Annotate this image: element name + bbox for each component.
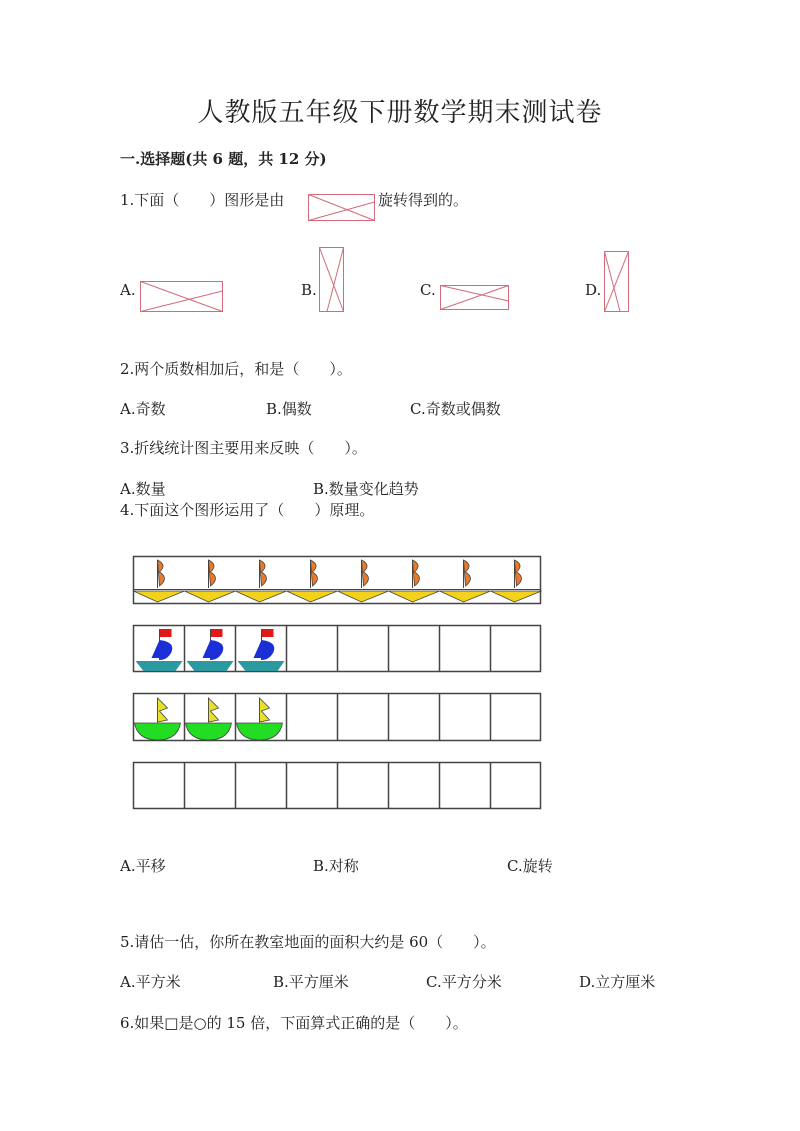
row-1-flags bbox=[134, 560, 542, 602]
green-boat-3 bbox=[237, 698, 283, 740]
question-3-stem: 3.折线统计图主要用来反映（ ）。 bbox=[120, 439, 367, 457]
flag-pennant-4 bbox=[287, 560, 338, 602]
question-5-option-c[interactable]: C.平方分米 bbox=[426, 973, 502, 991]
page-title: 人教版五年级下册数学期末测试卷 bbox=[197, 98, 603, 128]
flag-pennant-7 bbox=[440, 560, 491, 602]
question-3-option-b[interactable]: B.数量变化趋势 bbox=[313, 480, 419, 498]
flag-pennant-1 bbox=[134, 560, 185, 602]
question-1-option-b-figure[interactable] bbox=[319, 247, 345, 313]
green-boat-2 bbox=[186, 698, 232, 740]
question-5-option-a[interactable]: A.平方米 bbox=[120, 973, 181, 991]
row-2-blue-boats bbox=[136, 629, 285, 671]
blue-sail-boat-3 bbox=[238, 629, 285, 671]
question-2-option-b[interactable]: B.偶数 bbox=[266, 400, 312, 418]
row-3-green-boats bbox=[135, 698, 283, 740]
question-4-option-b[interactable]: B.对称 bbox=[313, 857, 359, 875]
question-1-stem-end: 旋转得到的。 bbox=[378, 191, 469, 209]
question-2-stem: 2.两个质数相加后，和是（ ）。 bbox=[120, 360, 352, 378]
question-1-option-b-label: B. bbox=[301, 281, 317, 299]
question-1-option-c-label: C. bbox=[420, 281, 436, 299]
flag-pennant-6 bbox=[389, 560, 440, 602]
question-2-option-c[interactable]: C.奇数或偶数 bbox=[410, 400, 501, 418]
question-1-reference-figure bbox=[308, 194, 376, 222]
question-1-stem-start: 1.下面（ ）图形是由 bbox=[120, 191, 285, 209]
question-1-option-a-figure[interactable] bbox=[140, 281, 224, 313]
flag-pennant-5 bbox=[338, 560, 389, 602]
flag-pennant-2 bbox=[185, 560, 236, 602]
question-6-stem: 6.如果□是○的 15 倍，下面算式正确的是（ ）。 bbox=[120, 1014, 468, 1032]
row-4-grid bbox=[134, 763, 541, 809]
question-1-option-c-figure[interactable] bbox=[440, 285, 510, 311]
section-heading: 一.选择题(共 6 题，共 12 分) bbox=[120, 150, 327, 168]
question-1-option-d-figure[interactable] bbox=[604, 251, 630, 313]
flag-pennant-3 bbox=[236, 560, 287, 602]
question-4-stem: 4.下面这个图形运用了（ ）原理。 bbox=[120, 501, 375, 519]
flag-pennant-8 bbox=[491, 560, 542, 602]
blue-sail-boat-2 bbox=[187, 629, 234, 671]
question-4-option-a[interactable]: A.平移 bbox=[120, 857, 166, 875]
question-5-option-d[interactable]: D.立方厘米 bbox=[579, 973, 656, 991]
question-2-option-a[interactable]: A.奇数 bbox=[120, 400, 166, 418]
question-4-pattern-figure bbox=[130, 555, 544, 811]
blue-sail-boat-1 bbox=[136, 629, 183, 671]
question-5-stem: 5.请估一估，你所在教室地面的面积大约是 60（ ）。 bbox=[120, 933, 496, 951]
question-1-option-d-label: D. bbox=[585, 281, 602, 299]
question-1-option-a-label: A. bbox=[120, 281, 136, 299]
green-boat-1 bbox=[135, 698, 181, 740]
question-5-option-b[interactable]: B.平方厘米 bbox=[273, 973, 349, 991]
row-1-frame bbox=[134, 557, 541, 604]
question-3-option-a[interactable]: A.数量 bbox=[120, 480, 166, 498]
question-4-option-c[interactable]: C.旋转 bbox=[507, 857, 553, 875]
